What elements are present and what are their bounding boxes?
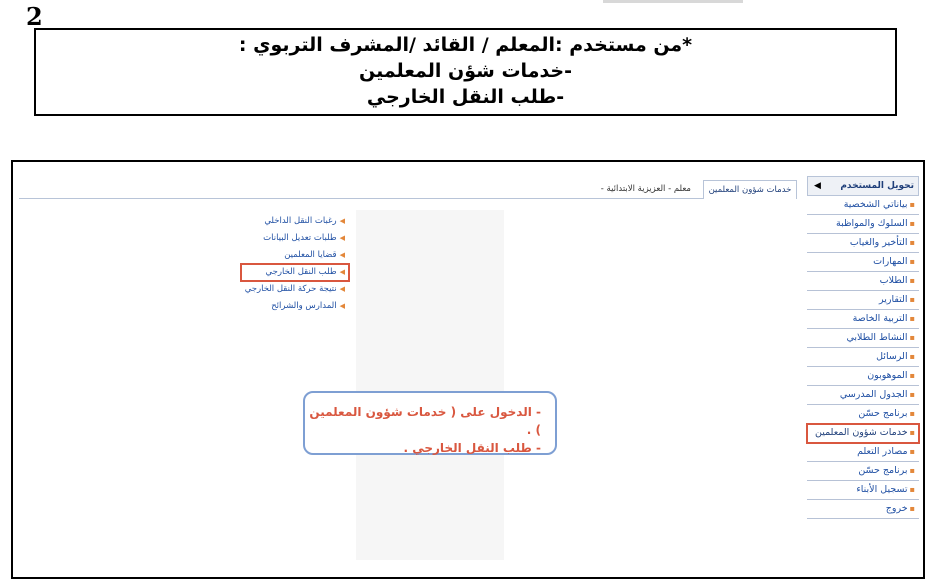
sidebar-item-gifted[interactable] — [807, 367, 919, 386]
sidebar-item-label: خدمات شؤون المعلمين — [814, 427, 908, 438]
bullet-icon: ▪ — [909, 485, 915, 494]
bullet-icon: ▪ — [909, 219, 915, 228]
sidebar-item-label: التربية الخاصة — [852, 313, 908, 324]
header-line-2: -خدمات شؤن المعلمين — [358, 60, 573, 82]
sidebar-item-label: بياناتي الشخصية — [843, 199, 908, 210]
instruction-callout — [303, 391, 557, 455]
sidebar-item-label: التأخير والغياب — [849, 237, 908, 248]
sidebar-item-label: السلوك والمواظبة — [835, 218, 908, 229]
submenu-item-data-edit-requests[interactable] — [239, 230, 349, 247]
tab-bar — [19, 180, 797, 199]
header-line-1: *من مستخدم :المعلم / القائد /المشرف التربوي : — [238, 34, 693, 56]
sidebar-item-label: التقارير — [879, 294, 908, 305]
sidebar-item-hassen-program-2[interactable] — [807, 462, 919, 481]
bullet-icon: ▪ — [909, 504, 915, 513]
caret-left-icon: ◀ — [339, 217, 345, 225]
header-line-3: -طلب النقل الخارجي — [366, 86, 565, 108]
sidebar-item-label: تسجيل الأبناء — [856, 484, 908, 495]
app-screenshot-frame — [11, 160, 925, 579]
bullet-icon: ▪ — [909, 314, 915, 323]
sidebar — [807, 176, 919, 519]
sidebar-item-absence[interactable] — [807, 234, 919, 253]
submenu-item-label: المدارس والشرائح — [271, 301, 337, 311]
sidebar-header-label: تحويل المستخدم — [840, 181, 914, 191]
sidebar-item-label: المهارات — [873, 256, 908, 267]
bullet-icon: ▪ — [909, 295, 915, 304]
bullet-icon: ▪ — [909, 333, 915, 342]
sidebar-item-label: الجدول المدرسي — [839, 389, 908, 400]
submenu-item-label: نتيجة حركة النقل الخارجي — [244, 284, 337, 294]
sidebar-item-logout[interactable] — [807, 500, 919, 519]
sidebar-item-label: الموهوبون — [867, 370, 908, 381]
bullet-icon: ▪ — [909, 352, 915, 361]
breadcrumb: معلم - العزيزية الابتدائية - — [600, 184, 691, 194]
caret-left-icon: ◀ — [339, 302, 345, 310]
sidebar-item-label: خروج — [885, 503, 908, 514]
bullet-icon: ▪ — [909, 428, 915, 437]
bullet-icon: ▪ — [909, 371, 915, 380]
caret-left-icon: ◀ — [339, 268, 345, 276]
submenu-item-internal-transfer-wishes[interactable] — [239, 213, 349, 230]
page-number: 2 — [26, 2, 43, 31]
content-panel — [356, 210, 504, 560]
bullet-icon: ▪ — [909, 447, 915, 456]
caret-left-icon: ◀ — [339, 251, 345, 259]
sidebar-item-label: برنامج حسّن — [858, 408, 908, 419]
caret-left-icon: ◀ — [339, 285, 345, 293]
sidebar-item-label: برنامج حسّن — [858, 465, 908, 476]
sidebar-item-label: الطلاب — [879, 275, 908, 286]
tab-teacher-services[interactable]: خدمات شؤون المعلمين — [703, 180, 797, 199]
sidebar-item-register-children[interactable] — [807, 481, 919, 500]
bullet-icon: ▪ — [909, 409, 915, 418]
submenu — [239, 213, 349, 315]
sidebar-item-personal-data[interactable] — [807, 196, 919, 215]
submenu-item-label: طلبات تعديل البيانات — [263, 233, 337, 243]
caret-left-icon: ◀ — [814, 181, 821, 191]
submenu-item-label: رغبات النقل الداخلي — [264, 216, 337, 226]
sidebar-header[interactable] — [807, 176, 919, 196]
caret-left-icon: ◀ — [339, 234, 345, 242]
bullet-icon: ▪ — [909, 276, 915, 285]
header-box — [34, 28, 897, 116]
sidebar-item-hassen-program[interactable] — [807, 405, 919, 424]
bullet-icon: ▪ — [909, 200, 915, 209]
sidebar-item-schedule[interactable] — [807, 386, 919, 405]
sidebar-item-label: مصادر التعلم — [857, 446, 908, 457]
sidebar-item-learning-resources[interactable] — [807, 443, 919, 462]
sidebar-item-student-activity[interactable] — [807, 329, 919, 348]
sidebar-item-behavior[interactable] — [807, 215, 919, 234]
sidebar-item-skills[interactable] — [807, 253, 919, 272]
sidebar-item-label: الرسائل — [876, 351, 908, 362]
sidebar-item-students[interactable] — [807, 272, 919, 291]
submenu-item-teacher-cases[interactable] — [239, 247, 349, 264]
sidebar-item-reports[interactable] — [807, 291, 919, 310]
sidebar-item-label: النشاط الطلابي — [846, 332, 908, 343]
top-edge-strip — [603, 0, 743, 3]
sidebar-item-special-education[interactable] — [807, 310, 919, 329]
submenu-item-external-transfer-result[interactable] — [239, 281, 349, 298]
callout-line-2: - طلب النقل الخارجي . — [403, 441, 541, 455]
bullet-icon: ▪ — [909, 466, 915, 475]
bullet-icon: ▪ — [909, 257, 915, 266]
bullet-icon: ▪ — [909, 238, 915, 247]
submenu-item-external-transfer-request[interactable] — [241, 264, 349, 281]
submenu-item-label: طلب النقل الخارجي — [265, 267, 337, 277]
sidebar-item-teacher-services[interactable] — [807, 424, 919, 443]
callout-line-1: - الدخول على ( خدمات شؤون المعلمين ) . — [309, 405, 541, 437]
submenu-item-schools-and-segments[interactable] — [239, 298, 349, 315]
submenu-item-label: قضايا المعلمين — [284, 250, 337, 260]
bullet-icon: ▪ — [909, 390, 915, 399]
sidebar-item-messages[interactable] — [807, 348, 919, 367]
